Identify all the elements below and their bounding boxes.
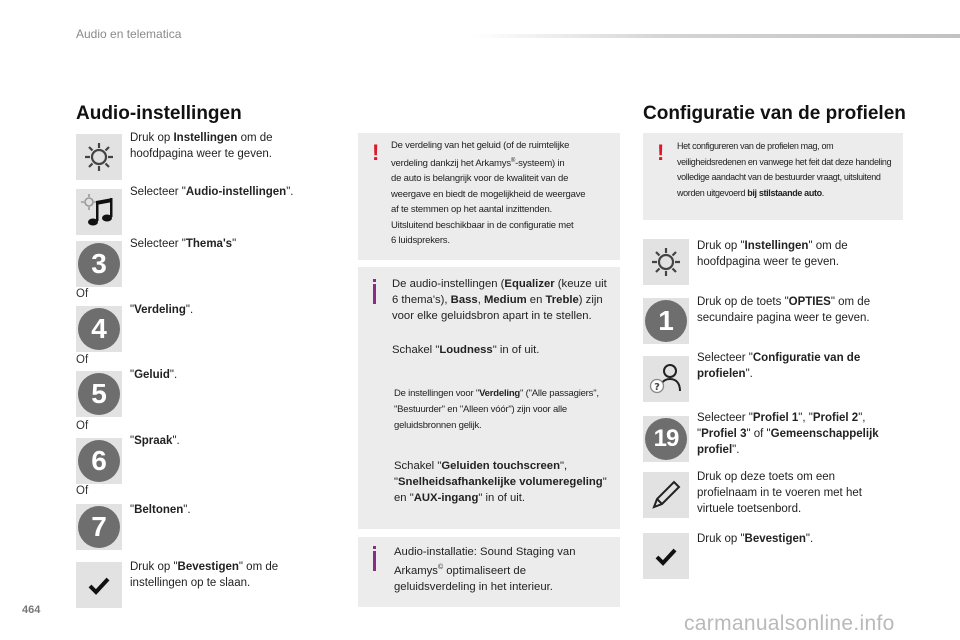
step-badge-19	[643, 416, 689, 462]
left-step-6: "Spraak".	[130, 435, 180, 447]
settings-icon-box	[76, 134, 122, 180]
music-note-gear-icon	[80, 193, 118, 231]
warning-text: De verdeling van het geluid (of de ruimtelijke verdeling dankzij het Arkamys®-systeem) in de auto is belangrijk voor de kwaliteit van de weergave en biedt de mogelijkheid de weergave af te stemmen op het aantal inzittenden. Uitsluitend beschikbaar in de configuratie met 6 luidsprekers.	[391, 140, 586, 247]
step-badge-6	[76, 438, 122, 484]
checkmark-icon	[87, 573, 111, 597]
edit-icon-box	[643, 472, 689, 518]
step-badge-7	[76, 504, 122, 550]
left-step-5: "Geluid".	[130, 369, 178, 381]
info-icon-dot	[373, 279, 376, 282]
page-number: 464	[22, 604, 41, 616]
info-icon	[373, 284, 376, 304]
info-text-toggles: Schakel "Geluiden touchscreen", "Snelheidsafhankelijke volumeregeling" en "AUX-ingang" in of uit.	[394, 460, 607, 504]
settings-icon-box	[643, 239, 689, 285]
confirm-icon-box	[76, 562, 122, 608]
step-number: 1	[645, 300, 687, 342]
info-text-arkamys: Audio-installatie: Sound Staging van Arkamys© optimaliseert de geluidsverdeling in het interieur.	[394, 546, 576, 593]
left-step-8: Druk op "Bevestigen" om de instellingen op te slaan.	[130, 561, 279, 589]
header-rule	[472, 34, 960, 38]
pencil-icon	[648, 477, 684, 513]
watermark: carmanualsonline.info	[684, 612, 895, 635]
step-number: 6	[78, 440, 120, 482]
right-step-4: Selecteer "Profiel 1", "Profiel 2", "Profiel 3" of "Gemeenschappelijk profiel".	[697, 412, 879, 456]
step-number: 5	[78, 373, 120, 415]
right-section-title: Configuratie van de profielen	[643, 103, 906, 124]
step-badge-5	[76, 371, 122, 417]
info-text-distribution: De instellingen voor "Verdeling" ("Alle passagiers", "Bestuurder" en "Alleen vóór") zijn voor alle geluidsbronnen gelijk.	[394, 388, 599, 431]
left-step-2: Selecteer "Audio-instellingen".	[130, 186, 294, 198]
warning-icon: !	[372, 140, 380, 165]
right-step-2: Druk op de toets "OPTIES" om de secundaire pagina weer te geven.	[697, 296, 871, 324]
info-text-loudness: Schakel "Loudness" in of uit.	[392, 344, 540, 356]
profile-icon-box	[643, 356, 689, 402]
step-badge-3	[76, 241, 122, 287]
left-step-7: "Beltonen".	[130, 504, 191, 516]
profiles-warning-text: Het configureren van de profielen mag, om veiligheidsredenen en vanwege het feit dat deze handeling volledige aandacht van de bestuurder vraagt, uitsluitend worden uitgevoerd bij stilstaande auto.	[677, 141, 892, 198]
step-number: 4	[78, 308, 120, 350]
step-number: 3	[78, 243, 120, 285]
info-icon-dot	[373, 546, 376, 549]
step-badge-4	[76, 306, 122, 352]
info-text-eq: De audio-instellingen (Equalizer (keuze uit 6 thema's), Bass, Medium en Treble) zijn voor elke geluidsbron apart in te stellen.	[392, 278, 607, 322]
gear-icon	[649, 245, 683, 279]
or-label: Of	[76, 354, 89, 366]
right-step-3: Selecteer "Configuratie van de profielen".	[697, 352, 861, 380]
left-step-1: Druk op Instellingen om de hoofdpagina weer te geven.	[130, 132, 273, 160]
right-step-6: Druk op "Bevestigen".	[697, 533, 814, 545]
svg-text:?: ?	[654, 382, 660, 393]
user-question-icon	[646, 359, 686, 399]
audio-settings-icon-box	[76, 189, 122, 235]
or-label: Of	[76, 485, 89, 497]
or-label: Of	[76, 288, 89, 300]
left-step-4: "Verdeling".	[130, 304, 194, 316]
right-step-5: Druk op deze toets om een profielnaam in te voeren met het virtuele toetsenbord.	[697, 471, 862, 515]
info-icon	[373, 551, 376, 571]
step-number: 19	[645, 418, 687, 460]
confirm-icon-box	[643, 533, 689, 579]
warning-icon: !	[657, 140, 665, 165]
left-section-title: Audio-instellingen	[76, 103, 242, 124]
step-number: 7	[78, 506, 120, 548]
left-step-3: Selecteer "Thema's"	[130, 238, 237, 250]
gear-icon	[82, 140, 116, 174]
checkmark-icon	[654, 544, 678, 568]
right-step-1: Druk op "Instellingen" om de hoofdpagina weer te geven.	[697, 240, 848, 268]
or-label: Of	[76, 420, 89, 432]
step-badge-1	[643, 298, 689, 344]
section-header: Audio en telematica	[76, 27, 182, 41]
